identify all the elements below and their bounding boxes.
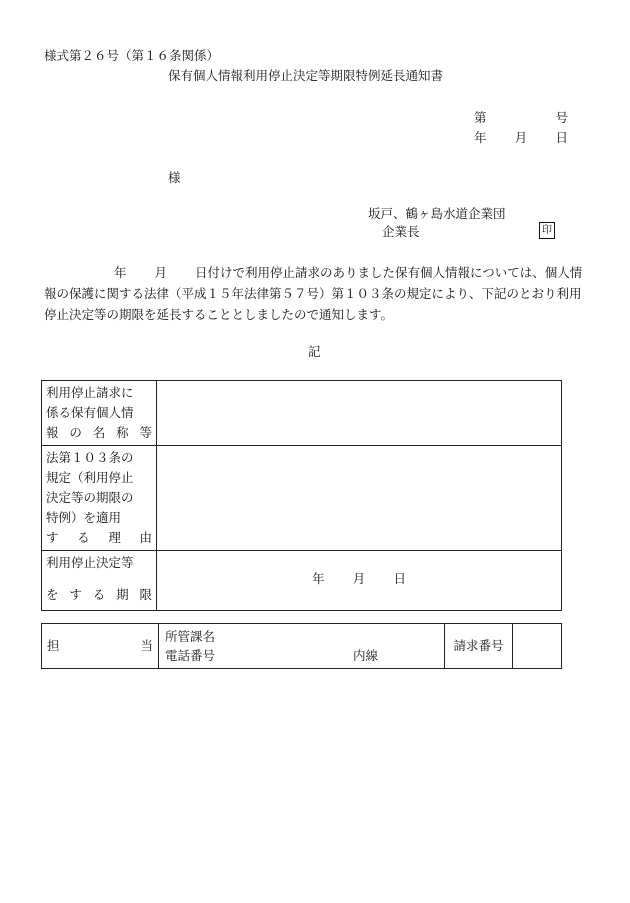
label-line: 規定（利用停止 bbox=[46, 470, 134, 485]
row-label-deadline bbox=[42, 551, 157, 611]
doc-date-day: 日 bbox=[555, 130, 568, 145]
seal-mark: 印 bbox=[539, 222, 555, 239]
department-label: 所管課名 bbox=[165, 629, 216, 644]
label-char: 由 bbox=[139, 530, 152, 545]
document-number bbox=[474, 110, 568, 126]
label-line: 法第１０３条の bbox=[46, 450, 134, 465]
label-char: 当 bbox=[140, 638, 153, 653]
label-line-justified bbox=[46, 585, 152, 605]
label-char: 称 bbox=[116, 425, 129, 440]
body-month: 月 bbox=[154, 265, 168, 280]
label-char: を bbox=[46, 587, 59, 602]
row-label-info-name bbox=[42, 381, 157, 446]
label-char: 名 bbox=[92, 425, 106, 440]
label-line: 利用停止決定等 bbox=[46, 555, 134, 570]
phone-line bbox=[165, 646, 438, 665]
extension-label: 内線 bbox=[352, 648, 378, 663]
deadline-field[interactable] bbox=[157, 551, 562, 611]
deadline-month: 月 bbox=[352, 571, 366, 586]
label-char: 等 bbox=[139, 425, 152, 440]
info-name-field[interactable] bbox=[157, 381, 562, 446]
contact-table bbox=[41, 623, 562, 669]
label-line: 特例）を適用 bbox=[46, 510, 122, 525]
label-char: 報 bbox=[46, 425, 59, 440]
doc-date-year: 年 bbox=[474, 130, 487, 145]
label-char: 理 bbox=[108, 530, 121, 545]
document-date bbox=[474, 130, 568, 146]
phone-label: 電話番号 bbox=[165, 648, 216, 663]
label-char: る bbox=[77, 530, 90, 545]
body-year: 年 bbox=[114, 265, 127, 280]
form-number: 様式第２６号（第１６条関係） bbox=[44, 48, 220, 63]
body-text: 日付けで利用停止請求のありました保有個人情報については、個人情報の保護に関する法律（平成１５年法律第５７号）第１０３条の規定により、下記のとおり利用停止決定等の期限を延長することとしましたので通知します。 bbox=[44, 265, 583, 322]
label-char: 期 bbox=[116, 587, 129, 602]
doc-date-month: 月 bbox=[514, 130, 528, 145]
label-line: 係る保有個人情 bbox=[46, 405, 134, 420]
doc-number-go: 号 bbox=[555, 110, 568, 125]
label-char: 限 bbox=[139, 587, 152, 602]
tanto-label bbox=[42, 624, 159, 669]
ki-heading: 記 bbox=[308, 344, 321, 359]
label-char: る bbox=[92, 587, 106, 602]
label-char: す bbox=[46, 530, 59, 545]
deadline-year: 年 bbox=[312, 571, 325, 586]
label-char: 担 bbox=[47, 638, 60, 653]
reason-field[interactable] bbox=[157, 446, 562, 551]
notice-body bbox=[44, 262, 584, 325]
request-number-label: 請求番号 bbox=[445, 624, 513, 669]
document-title: 保有個人情報利用停止決定等期限特例延長通知書 bbox=[168, 68, 444, 83]
row-label-reason bbox=[42, 446, 157, 551]
deadline-day: 日 bbox=[393, 571, 406, 586]
label-line: 決定等の期限の bbox=[46, 490, 134, 505]
label-line: 利用停止請求に bbox=[46, 385, 134, 400]
doc-number-dai: 第 bbox=[474, 110, 487, 125]
recipient-suffix: 様 bbox=[168, 170, 181, 185]
contact-info bbox=[159, 624, 445, 669]
label-line-justified bbox=[46, 528, 152, 548]
issuer-title: 企業長 bbox=[382, 224, 420, 239]
label-line-justified bbox=[46, 423, 152, 443]
deadline-date bbox=[312, 551, 406, 587]
label-char: す bbox=[69, 587, 82, 602]
details-table bbox=[41, 380, 562, 611]
request-number-field[interactable] bbox=[513, 624, 562, 669]
issuer-organization: 坂戸、鶴ヶ島水道企業団 bbox=[368, 206, 506, 221]
label-char: の bbox=[69, 425, 82, 440]
